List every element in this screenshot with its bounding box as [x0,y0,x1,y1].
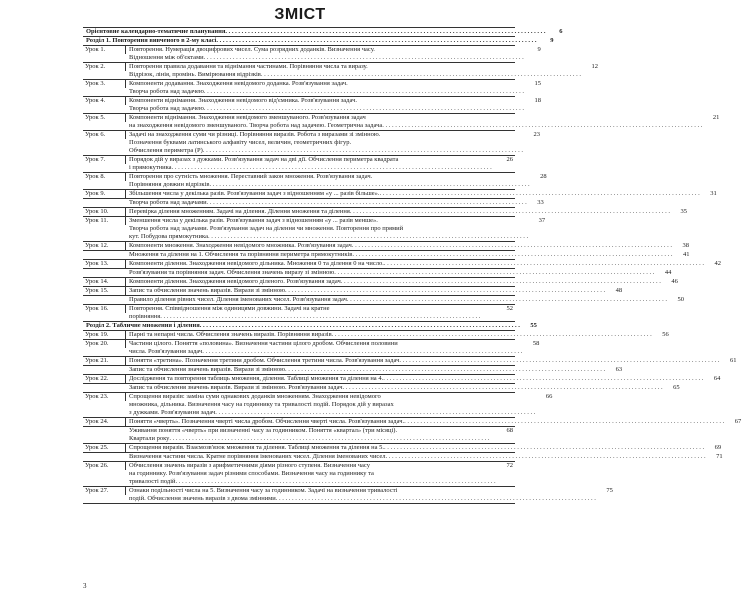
entry-line: Зменшення числа у декілька разів. Розв'язування задач з відношенням «у ... разів менше». [129,217,378,224]
lesson-label: Урок 1. [83,46,126,54]
entry-text [126,199,530,207]
entry-line: Порядок дій у виразах з дужками. Розв'язування задач на дві дії. Обчислення периметра квадрата [129,156,399,163]
entry-text [126,251,675,259]
entry-page-number: 9 [550,37,554,44]
entry-page-number: 50 [677,296,685,303]
lesson-label: Урок 23. [83,393,126,401]
toc-entry [83,356,737,365]
entry-page-number: 37 [538,217,546,224]
entry-text [126,269,657,277]
toc-entry [83,365,623,374]
leader-dots [347,296,667,304]
toc-entry [83,250,690,259]
entry-text [126,393,538,417]
entry-page-number: 58 [532,340,540,347]
lesson-label: Урок 8. [83,173,126,181]
entry-line: Поняття «третина». Позначення третини дробом. Обчислення третини числа. Розв'язування задач [129,357,400,364]
entry-page-number: 6 [559,28,563,35]
leader-dots [208,233,528,241]
entry-page-number: 64 [713,375,721,382]
section-heading [83,36,554,45]
entry-text [126,63,584,79]
entry-text [126,97,527,113]
entry-text [126,462,499,486]
leader-dots [383,375,703,383]
entry-line: Частини цілого. Поняття «половина». Визначення частини цілого дробом. Обчислення половини [129,340,398,347]
entry-line: Повторення правила додавання та віднімання частинами. Порівняння числа та виразу. [129,63,368,70]
leader-dots [380,190,700,198]
entry-page-number: 18 [534,97,542,104]
entry-text [126,427,499,443]
page-number: 3 [83,582,87,590]
toc-entry [83,155,515,172]
entry-line: Повторення. Нумерація двоцифрових чисел. Сума розрядних доданків. Визначення часу. [129,46,375,53]
entry-line: Позначення буквами латинського алфавіту чисел, величин, геометричних фігур. [129,139,352,146]
entry-text [83,322,523,330]
leader-dots [404,418,724,426]
entry-line: Компоненти віднімання. Знаходження невідомого від'ємника. Розв'язування задач. [129,97,357,104]
leader-dots [176,478,496,486]
entry-text [126,114,705,130]
toc-entry [83,62,598,79]
entry-line: на знаходження невідомого зменшуваного. Творча робота над задачею. Геометрична задача [129,122,383,129]
entry-line: Поняття «чверть». Позначення чверті числа дробом. Обчислення чверті числа. Розв'язування задач. [129,418,405,425]
toc-entry [83,268,672,277]
entry-text [83,37,539,45]
entry-line: Творча робота над задачами. Розв'язування задач на ділення чи множення. Повторення про прямий [129,225,404,232]
table-of-contents [83,27,742,504]
leader-dots [384,444,704,452]
entry-line: на годиннику. Розв'язування задач різними способами. Визначення часу на годиннику та [129,470,374,477]
lesson-label: Урок 7. [83,156,126,164]
leader-dots [334,269,654,277]
entry-line: Компоненти віднімання. Знаходження невідомого зменшуваного. Розв'язування задач [129,114,366,121]
entry-page-number: 67 [734,418,742,425]
lesson-label: Урок 11. [83,217,126,225]
entry-page-number: 52 [506,305,513,312]
leader-dots [209,181,529,189]
entry-page-number: 41 [682,251,690,258]
entry-page-number: 75 [606,487,613,494]
toc-entry [83,79,542,96]
entry-line: Спрощення виразів. Взаємозв'язок множення та ділення. Таблиці множення та ділення на 5. [129,444,384,451]
leader-dots [382,122,702,130]
leader-dots [169,435,496,443]
lesson-label: Урок 6. [83,131,126,139]
leader-dots [352,251,672,259]
entry-page-number: 72 [506,462,513,469]
leader-dots [204,105,524,113]
lesson-label: Урок 25. [83,444,126,452]
entry-page-number: 66 [545,393,553,400]
entry-text [126,375,706,383]
entry-line: Визначення частини числа. Кратне порівняння іменованих чисел. Ділення іменованих чисел [129,453,386,460]
toc-entry [83,130,540,155]
entry-page-number: 31 [710,190,717,197]
entry-text [126,331,655,339]
entry-line: Запис та обчислення значень виразів. Вирази зі змінною [129,287,285,294]
entry-line: Повторення про сутність множення. Переставний закон множення. Розв'язування задач. [129,173,373,180]
lesson-label: Урок 12. [83,242,126,250]
entry-line: Повторення. Співвідношення між одиницями довжини. Задачі на кратне [129,305,330,312]
toc-entry [83,45,541,62]
leader-dots [200,322,520,330]
leader-dots [216,37,536,45]
lesson-label: Урок 22. [83,375,126,383]
entry-page-number: 9 [537,46,541,53]
entry-page-number: 33 [537,199,544,206]
entry-line: Компоненти додавання. Знаходження невідомого доданка. Розв'язування задач. [129,80,348,87]
entry-line: Запис та обчислення значень виразів. Вирази зі змінною. Розв'язування задач [129,384,343,391]
leader-dots [203,147,523,155]
entry-page-number: 44 [664,269,672,276]
entry-page-number: 65 [673,384,680,391]
entry-line: Орієнтовне календарно-тематичне планування [86,28,226,35]
entry-page-number: 15 [534,80,542,87]
entry-line: Компоненти ділення. Знаходження невідомого дільника. Множення 0 та ділення 0 на число. [129,260,384,267]
entry-page-number: 46 [671,278,678,285]
leader-dots [202,348,522,356]
entry-text [126,173,533,189]
leader-dots [399,357,719,365]
entry-line: Розділ 2. Табличне множення і ділення [86,322,200,329]
leader-dots [386,453,706,461]
entry-line: Правило ділення рівних чисел. Ділення іменованих чисел. Розв'язування задач [129,296,347,303]
entry-line: Обчислення значень виразів з арифметичними діями різного ступеня. Визначення часу [129,462,370,469]
entry-line: Квартали року [129,435,170,442]
leader-dots [285,287,605,295]
lesson-label: Урок 10. [83,208,126,216]
toc-entry [83,207,687,216]
entry-line: Творча робота над задачами [129,199,207,206]
entry-page-number: 12 [591,63,598,70]
entry-line: Перевірка ділення множенням. Задачі на ділення. Ділення множення та ділення [129,208,350,215]
entry-page-number: 69 [714,444,722,451]
entry-page-number: 35 [680,208,687,215]
leader-dots [352,242,672,250]
entry-text [126,444,707,452]
entry-page-number: 55 [530,322,537,329]
toc-entry [83,198,544,207]
toc-entry [83,392,553,417]
entry-line: Спрощення виразів: заміна суми однакових доданків множенням. Знаходження невідомого [129,393,381,400]
toc-entry [83,189,717,198]
entry-text [126,208,673,216]
entry-page-number: 68 [506,427,513,434]
entry-line: Обчислення периметра (P) [129,147,203,154]
entry-line: Парні та непарні числа. Обчислення значень виразів. Порівняння виразів [129,331,332,338]
leader-dots [341,278,661,286]
lesson-label: Урок 21. [83,357,126,365]
lesson-label: Урок 13. [83,260,126,268]
lesson-label: Урок 2. [83,63,126,71]
leader-dots [225,28,545,36]
entry-text [83,28,548,36]
entry-text [126,453,709,461]
entry-text [126,217,531,241]
entry-line: і прямокутника [129,164,172,171]
entry-line: з дужками. Розв'язування задач [129,409,216,416]
toc-entry [83,461,515,486]
toc-entry [83,374,721,383]
toc-entry [83,452,723,461]
toc-entry [83,277,678,286]
entry-line: Запис та обчислення значень виразів. Вирази зі змінною [129,366,285,373]
toc-entry [83,259,722,268]
leader-dots [332,331,652,339]
entry-line: множника, дільника. Визначення часу на годиннику та тривалості подій. Порядок дій у виразах [129,401,394,408]
toc-entry [83,304,515,321]
leader-dots [215,409,535,417]
entry-line: Задачі на знаходження суми чи різниці. Порівняння виразів. Робота з виразами зі змінною. [129,131,381,138]
toc-entry [83,330,669,339]
entry-line: Відношення між об'єктами [129,54,204,61]
leader-dots [285,366,605,374]
entry-line: Множення та ділення на 1. Обчислення та порівняння периметра прямокутників [129,251,353,258]
entry-line: Компоненти множення. Знаходження невідомого множника. Розв'язування задач [129,242,352,249]
entry-text [126,384,666,392]
entry-text [126,340,525,356]
entry-text [126,418,727,426]
entry-page-number: 56 [662,331,669,338]
entry-page-number: 23 [533,131,540,138]
entry-text [126,242,675,250]
lesson-label: Урок 16. [83,305,126,313]
toc-entry [83,172,547,189]
lesson-label: Урок 9. [83,190,126,198]
leader-dots [204,54,524,62]
leader-dots [350,208,670,216]
entry-line: подій. Обчислення значень виразів з двома змінними [129,495,276,502]
toc-entry [83,383,680,392]
entry-text [126,296,670,304]
lesson-label: Урок 20. [83,340,126,348]
lesson-label: Урок 26. [83,462,126,470]
toc-entry [83,286,623,295]
toc-entry [83,417,742,426]
entry-line: Ознаки подільності числа на 5. Визначення часу за годинником. Задачі на визначення тривалості [129,487,398,494]
entry-page-number: 48 [615,287,623,294]
entry-page-number: 71 [716,453,723,460]
entry-line: Розв'язування та порівняння задач. Обчислення значень виразу зі змінною [129,269,335,276]
toc-entry [83,426,515,443]
page-title: ЗМІСТ [274,6,326,23]
entry-page-number: 63 [615,366,623,373]
leader-dots [261,71,581,79]
entry-line: Уживання поняття «чверть» при визначенні часу за годинником. Поняття «квартал» (три місяці). [129,427,398,434]
entry-line: Порівняння довжин відрізків [129,181,210,188]
entry-page-number: 38 [682,242,689,249]
section-heading [83,321,537,330]
leader-dots [342,384,662,392]
toc-entry [83,486,613,503]
entry-text [126,278,664,286]
leader-dots [384,260,704,268]
entry-line: Дослідження та повторення таблиць множення, ділення. Таблиці множення та ділення на 4. [129,375,384,382]
entry-line: Творча робота над задачею [129,105,204,112]
lesson-label: Урок 19. [83,331,126,339]
leader-dots [276,495,596,503]
lesson-label: Урок 3. [83,80,126,88]
entry-text [126,260,707,268]
entry-page-number: 28 [540,173,547,180]
entry-text [126,287,608,295]
lesson-label: Урок 5. [83,114,126,122]
toc-entry [83,241,689,250]
entry-page-number: 61 [729,357,737,364]
entry-line: Відрізок, лінія, промінь. Вимірювання відрізків [129,71,261,78]
toc-entry [83,443,722,452]
toc-entry [83,216,546,241]
entry-text [126,366,608,374]
entry-line: Збільшення числа у декілька разів. Розв'язування задач з відношенням «у ... разів більше». [129,190,380,197]
entry-text [126,131,526,155]
entry-text [126,190,703,198]
entry-line: Творча робота над задачею [129,88,204,95]
lesson-label: Урок 15. [83,287,126,295]
toc-entry [83,113,720,130]
entry-text [126,487,599,503]
entry-page-number: 26 [506,156,513,163]
entry-text [126,46,527,62]
leader-dots [207,199,527,207]
toc-entry [83,339,540,356]
leader-dots [204,88,524,96]
leader-dots [172,164,496,172]
toc-entry [83,295,685,304]
leader-dots [160,313,496,321]
entry-line: Розділ 1. Повторення вивченого в 2-му класі [86,37,217,44]
entry-line: числа. Розв'язування задач [129,348,203,355]
lesson-label: Урок 14. [83,278,126,286]
entry-text [126,156,499,172]
entry-line: тривалості подій [129,478,176,485]
lesson-label: Урок 4. [83,97,126,105]
entry-line: Компоненти ділення. Знаходження невідомого діленого. Розв'язування задач [129,278,341,285]
toc-entry [83,96,542,113]
lesson-label: Урок 24. [83,418,126,426]
entry-text [126,80,527,96]
entry-line: порівняння [129,313,161,320]
entry-line: кут. Побудова прямокутника [129,233,208,240]
entry-page-number: 42 [714,260,722,267]
toc-bottom-rule [83,503,515,504]
entry-text [126,305,499,321]
entry-page-number: 21 [712,114,720,121]
entry-text [126,357,722,365]
lesson-label: Урок 27. [83,487,126,495]
toc-entry [83,27,563,36]
